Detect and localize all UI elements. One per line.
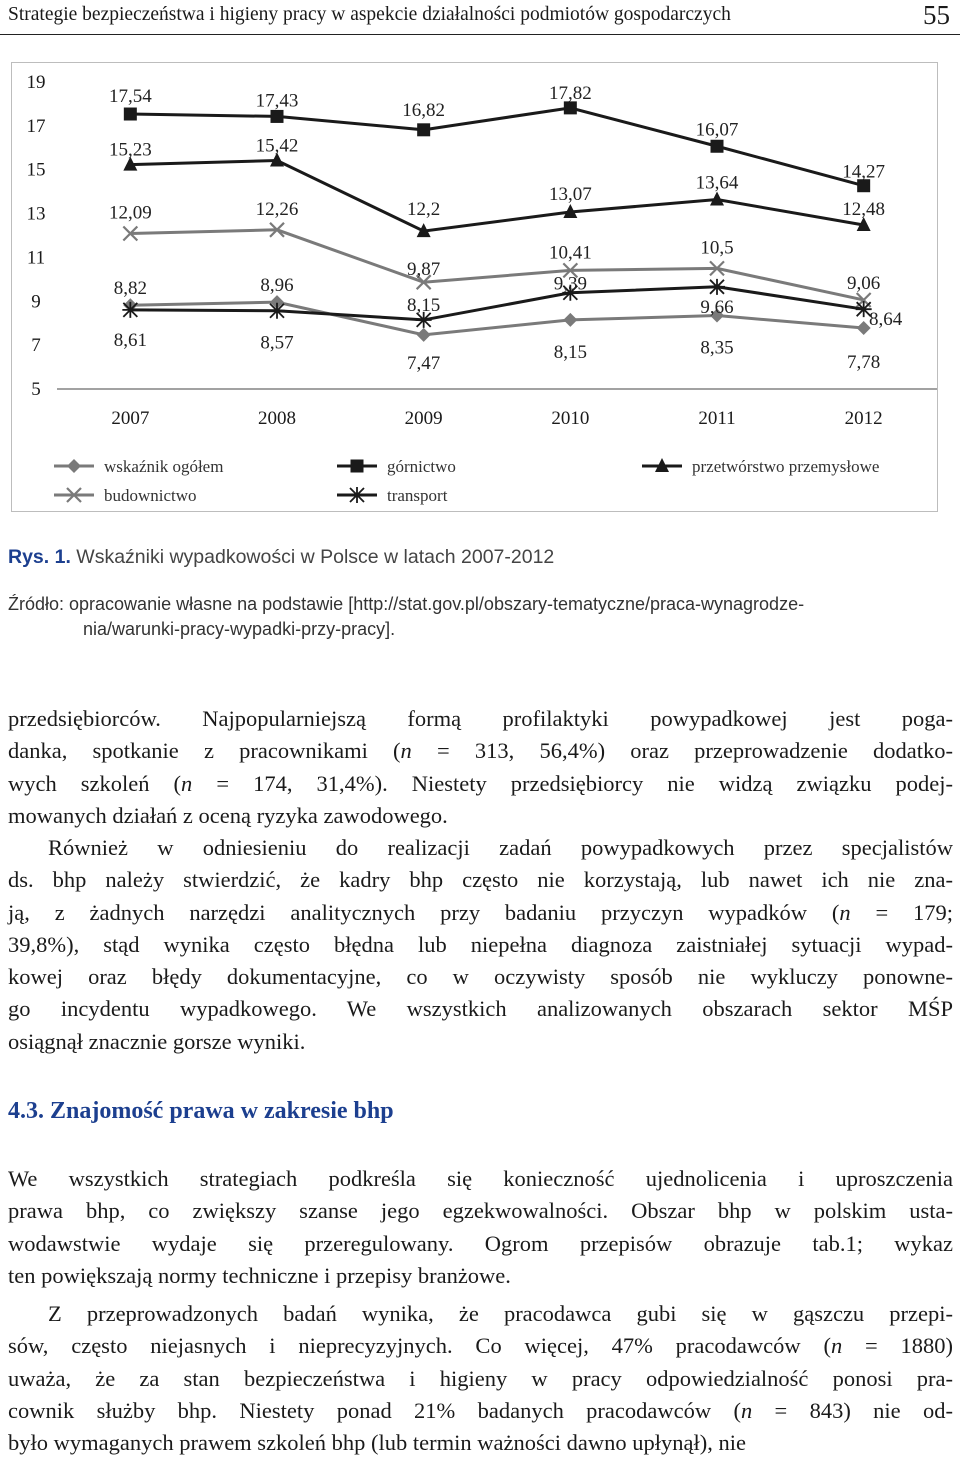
text-line: ten powiększają normy techniczne i przepisy branżowe. bbox=[8, 1262, 511, 1288]
y-tick-label: 15 bbox=[26, 159, 46, 181]
data-point bbox=[563, 313, 577, 327]
text-line: ją, z żadnych narzędzi analitycznych przy badaniu przyczyn wypadków (n = 179; bbox=[8, 899, 953, 925]
y-tick-label: 9 bbox=[31, 291, 41, 313]
x-tick-label: 2010 bbox=[551, 408, 590, 429]
data-label: 8,15 bbox=[553, 341, 587, 363]
data-point bbox=[67, 459, 81, 473]
text-line: sów, często niejasnych i nieprecyzyjnych. Co więcej, 47% pracodawców (n = 1880) bbox=[8, 1333, 953, 1359]
data-label: 17,54 bbox=[108, 86, 152, 108]
text-line: prawa bhp, co zwiększy szanse jego egzekwowalności. Obszar bhp w polskim usta- bbox=[8, 1198, 953, 1224]
accident-rate-line-chart bbox=[12, 63, 939, 513]
data-label: 9,66 bbox=[700, 296, 734, 318]
y-tick-label: 11 bbox=[26, 247, 46, 269]
data-point bbox=[417, 123, 430, 136]
data-label: 12,2 bbox=[407, 199, 441, 221]
data-label: 8,57 bbox=[260, 332, 294, 354]
data-point bbox=[124, 108, 137, 121]
y-tick-label: 17 bbox=[26, 115, 46, 137]
y-tick-label: 13 bbox=[26, 203, 46, 225]
data-label: 13,07 bbox=[548, 184, 592, 206]
legend-label: transport bbox=[387, 486, 448, 505]
paragraph-3 bbox=[8, 1163, 953, 1292]
data-label: 13,64 bbox=[695, 172, 739, 194]
section-heading: 4.3. Znajomość prawa w zakresie bhp bbox=[8, 1098, 394, 1124]
figure-source bbox=[8, 592, 952, 642]
running-title: Strategie bezpieczeństwa i higieny pracy w aspekcie działalności podmiotów gospodarczych bbox=[8, 4, 731, 25]
figure-label: Rys. 1. bbox=[8, 546, 71, 568]
series-line bbox=[130, 230, 863, 300]
data-point bbox=[417, 328, 431, 342]
text-line: Z przeprowadzonych badań wynika, że pracodawca gubi się w gąszczu przepi- bbox=[48, 1301, 953, 1326]
page-number: 55 bbox=[923, 0, 950, 30]
legend-label: przetwórstwo przemysłowe bbox=[692, 457, 880, 476]
series-line bbox=[130, 108, 863, 186]
paragraph-1 bbox=[8, 703, 953, 832]
figure-caption bbox=[8, 546, 554, 569]
text-line: cownik służby bhp. Niestety ponad 21% badanych pracodawców (n = 843) nie od- bbox=[8, 1397, 953, 1423]
x-tick-label: 2007 bbox=[111, 408, 150, 429]
data-label: 9,39 bbox=[553, 273, 587, 295]
paragraph-2 bbox=[8, 832, 953, 1058]
data-point bbox=[709, 279, 725, 295]
legend-label: budownictwo bbox=[104, 486, 197, 505]
text-line: kowej oraz błędy dokumentacyjne, co w oczywisty sposób nie wykluczy ponowne- bbox=[8, 964, 953, 990]
data-label: 8,35 bbox=[700, 337, 734, 359]
data-label: 16,07 bbox=[695, 119, 739, 141]
y-tick-label: 19 bbox=[26, 72, 46, 93]
legend-label: górnictwo bbox=[387, 457, 456, 476]
data-label: 9,06 bbox=[847, 272, 881, 294]
text-line: We wszystkich strategiach podkreśla się konieczność ujednolicenia i uproszczenia bbox=[8, 1166, 953, 1191]
data-label: 16,82 bbox=[402, 99, 446, 121]
text-line: ds. bhp należy stwierdzić, że kadry bhp często nie korzystają, lub nawet ich nie zna- bbox=[8, 867, 953, 893]
data-label: 12,48 bbox=[842, 198, 886, 220]
data-label: 7,47 bbox=[407, 352, 441, 374]
running-header bbox=[0, 0, 960, 35]
data-label: 17,82 bbox=[548, 82, 592, 104]
data-point bbox=[351, 460, 364, 473]
data-label: 9,87 bbox=[407, 259, 441, 281]
text-line: danka, spotkanie z pracownikami (n = 313, 56,4%) oraz przeprowadzenie dodatko- bbox=[8, 738, 953, 764]
data-point bbox=[711, 140, 724, 153]
data-label: 10,5 bbox=[700, 237, 734, 259]
text-line: przedsiębiorców. Najpopularniejszą formą profilaktyki powypadkowej jest poga- bbox=[8, 706, 953, 731]
text-line: uważa, że za stan bezpieczeństwa i higieny w pracy odpowiedzialność ponosi pra- bbox=[8, 1365, 953, 1391]
x-tick-label: 2009 bbox=[404, 408, 443, 429]
text-line: wodawstwie wydaje się przeregulowany. Ogrom przepisów obrazuje tab.1; wykaz bbox=[8, 1230, 953, 1256]
text-line: osiągnął znacznie gorsze wyniki. bbox=[8, 1028, 306, 1054]
data-point bbox=[122, 302, 138, 318]
text-line: go incydentu wypadkowego. We wszystkich analizowanych obszarach sektor MŚP bbox=[8, 996, 953, 1022]
data-label: 8,15 bbox=[407, 294, 441, 316]
source-line-1: Źródło: opracowanie własne na podstawie [http://stat.gov.pl/obszary-tematyczne/praca-wynagrodze- bbox=[8, 594, 805, 614]
data-label: 8,82 bbox=[113, 278, 147, 300]
y-tick-label: 5 bbox=[31, 379, 41, 400]
data-point bbox=[271, 110, 284, 123]
text-line: było wymaganych prawem szkoleń bhp (lub termin ważności dawno upłynął), nie bbox=[8, 1430, 746, 1456]
data-label: 15,23 bbox=[108, 139, 152, 161]
data-label: 7,78 bbox=[847, 352, 881, 374]
series-line bbox=[130, 161, 863, 232]
x-tick-label: 2008 bbox=[258, 408, 296, 429]
figure-title: Wskaźniki wypadkowości w Polsce w latach 2007-2012 bbox=[76, 546, 555, 568]
text-line: wych szkoleń (n = 174, 31,4%). Niestety przedsiębiorcy nie widzą związku podej- bbox=[8, 770, 953, 796]
x-tick-label: 2012 bbox=[844, 408, 883, 429]
source-line-2: nia/warunki-pracy-wypadki-przy-pracy]. bbox=[83, 619, 396, 639]
text-line: mowanych działań z oceną ryzyka zawodowego. bbox=[8, 802, 448, 828]
data-label: 15,42 bbox=[255, 135, 299, 157]
text-line: 39,8%), stąd wynika często błędna lub niepełna diagnoza zaistniałej sytuacji wypad- bbox=[8, 931, 953, 957]
data-point bbox=[269, 303, 285, 319]
text-line: Również w odniesieniu do realizacji zadań powypadkowych przez specjalistów bbox=[48, 835, 953, 860]
x-tick-label: 2011 bbox=[698, 408, 736, 429]
data-label: 8,64 bbox=[869, 309, 903, 331]
data-label: 12,09 bbox=[108, 202, 152, 224]
data-label: 10,41 bbox=[548, 242, 592, 264]
data-label: 8,61 bbox=[113, 329, 147, 351]
data-label: 8,96 bbox=[260, 275, 294, 297]
y-tick-label: 7 bbox=[31, 335, 41, 357]
chart-frame bbox=[11, 62, 938, 512]
paragraph-4 bbox=[8, 1298, 953, 1459]
data-label: 14,27 bbox=[842, 161, 886, 183]
data-label: 12,26 bbox=[255, 198, 299, 220]
data-point bbox=[349, 487, 365, 503]
data-label: 17,43 bbox=[255, 90, 299, 112]
legend-label: wskaźnik ogółem bbox=[104, 457, 224, 476]
